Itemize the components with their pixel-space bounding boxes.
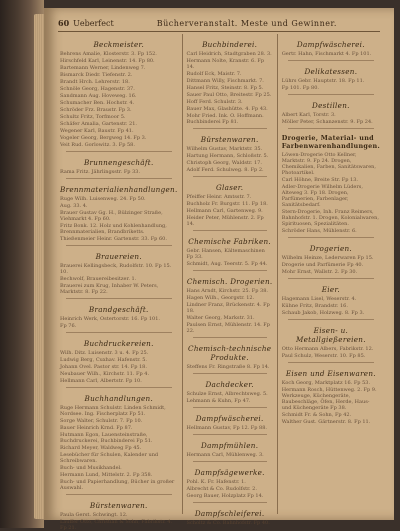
section-title: Dampfmühlen. <box>201 441 259 450</box>
section-title: Dampfwäscherei. <box>296 40 365 49</box>
directory-section <box>187 380 273 404</box>
directory-entry: Hellmann Gustav, Fp 12. Fp 88. <box>186 425 268 431</box>
section-title: Eier. <box>321 285 340 295</box>
section-divider <box>193 230 267 231</box>
header-left-label: Ueberfect <box>73 18 114 28</box>
directory-entry: Paul Schulz, Weserstr. 10. Fp 85. <box>281 353 366 360</box>
section-divider <box>193 337 267 338</box>
directory-entry: Ludwig Berg, Cuxhav. Hafenstr. 5. <box>60 357 148 363</box>
directory-entry: Bauer Heinrich Krnd. Fp 87. <box>60 425 133 431</box>
section-divider <box>66 494 172 495</box>
directory-entry: Albert Karl, Torstr. 3. <box>281 112 336 118</box>
directory-section <box>282 40 380 57</box>
section-divider <box>66 298 172 299</box>
directory-entry: Albrecht & Co. Rudolfstr. 2. <box>186 486 257 492</box>
directory-entry: Lesebücher für Schulen, Kalender und Schreibwaren. <box>60 452 159 464</box>
directory-entry: Hartung Hermann, Schloßstr. 5. <box>186 153 269 159</box>
directory-entry: Carl Höhne, Breite Str. Fp 13. <box>281 177 358 184</box>
directory-section <box>282 135 380 234</box>
directory-entry: Mohr Ernst, Wallstr. 2. Fp 30. <box>281 269 358 276</box>
directory-entry: Kühne Fritz, Brandstr. 16. <box>281 303 348 310</box>
directory-entry: Hermann Lund, Mittelstr. 2. Fp 358. <box>60 472 153 478</box>
directory-entry: Richard Meyer, Waldweg Fp 45. <box>60 445 142 451</box>
page-number: 60 <box>58 18 70 28</box>
directory-section <box>187 40 273 125</box>
directory-entry: Schröder Frz. Braustr. Fp 3. <box>60 107 132 113</box>
section-divider <box>288 278 374 279</box>
directory-section <box>187 135 273 173</box>
section-title: Dampfwäscherei. <box>195 414 264 423</box>
directory-section <box>60 40 178 148</box>
directory-entry: Buchholz Fr. Burgstr. 11. Fp 18. <box>186 201 268 207</box>
directory-entry: Möller Peter, Schanzenstr. 9. Fp 24. <box>281 119 373 125</box>
directory-entry: Gertr. Hahn, Fischmarkt 4. Fp 101. <box>281 51 372 57</box>
section-title: Delikatessen. <box>304 67 358 76</box>
directory-entry: Hirschfeld Karl, Leinenstr. 14. Fp 80. <box>60 58 155 64</box>
directory-section <box>282 244 380 275</box>
directory-section <box>282 101 380 125</box>
directory-columns <box>56 34 384 531</box>
directory-entry: Fritz Bonk. 12. Holz und Kohlenhandlung, Brennmaterialien, Brandbriketts. <box>60 223 167 235</box>
section-title: Buchhandlungen. <box>84 394 154 403</box>
section-divider <box>193 461 267 462</box>
directory-entry: Hagen Wilh., Georgstr. 12. <box>186 295 255 301</box>
directory-entry: Brauerei zum Krug, Inhaber W. Peters, Marktstr. 8. Fp 22. <box>60 283 159 295</box>
section-divider <box>193 502 267 503</box>
page-title: Bücherveranstalt. Meste und Gewinner. <box>156 18 337 28</box>
section-title: Brennmaterialienhandlungen. <box>60 185 178 194</box>
section-divider <box>66 245 172 246</box>
section-divider <box>193 407 267 408</box>
directory-entry: Schäfer Amalia, Gartenstr. 21. <box>60 121 138 127</box>
book-page <box>44 8 394 531</box>
section-title: Eisen- u. Metallgießereien. <box>295 326 366 345</box>
directory-entry: Wegener Karl, Baustr. Fp 41. <box>60 128 134 134</box>
directory-entry: Brandt Hrch. Lehrerstr. 18. <box>60 79 130 85</box>
section-title: Buchbinderei. <box>202 40 258 49</box>
directory-entry: Walter Georg, Markstr. 31. <box>186 315 255 321</box>
directory-entry: Ruge Hermann Schulstr. Linden Schmidt, Nordsee. Ing. Fischerplatz Fp 51. <box>60 405 166 417</box>
directory-entry: Hellmann Carl, Albertstr. Fp 10. <box>60 378 142 384</box>
section-divider <box>193 128 267 129</box>
directory-entry: Gebr. Hansen, Kältemaschinen Fp 33. <box>186 248 265 260</box>
directory-entry: Hansel Fritz, Steinstr. 8. Fp 5. <box>186 85 264 91</box>
directory-entry: Schulze Ernst, Albrechtsweg. 5. <box>186 391 268 397</box>
section-title: Brauereien. <box>95 252 142 261</box>
directory-entry: Wilh. Ditz. Luisenstr. 3 u. 4. Fp 25. <box>60 350 149 356</box>
directory-entry: Hermann Carl, Mühlenweg. 3. <box>186 452 264 458</box>
directory-entry: Lauffer Otto, Christian & Sohn, Fabrikstr. 4. Fp 21. <box>60 519 173 531</box>
section-title: Chemische Fabriken. <box>188 237 272 246</box>
directory-entry: Buch- und Papierhandlung, Bücher in großer Auswahl. <box>60 479 175 491</box>
directory-entry: Heinrich Werk, Ostertorstr. 16. Fp 101. <box>60 316 160 322</box>
section-title: Eisen und Eisenwaren. <box>285 369 376 379</box>
directory-section <box>60 339 178 384</box>
directory-entry: Bechwolf, Brauereibesitzer. 1. <box>60 276 137 282</box>
directory-entry: Schmidt Fr. & Sohn, Fp 42. <box>281 412 352 419</box>
directory-section <box>187 237 273 267</box>
section-title: Bürstenwaren. <box>89 501 148 510</box>
directory-entry: Schröder Hans, Mühlenstr. 6. <box>281 228 357 235</box>
directory-section <box>60 252 178 295</box>
directory-entry: Johann Ovel. Pastor str. 14. Fp 18. <box>60 364 147 370</box>
directory-entry: Rudolf Eck, Maistr. 7. <box>186 71 242 77</box>
directory-section <box>187 344 273 370</box>
directory-entry: Scholtz & Co. Bahnhofstr. Fp 40. <box>186 520 270 526</box>
directory-entry: Dittmann Willy, Fischmarkt. 7. <box>186 78 264 84</box>
directory-entry: Vogeler Georg, Bergweg 14. Fp 3. <box>60 135 147 141</box>
directory-entry: Schnöle Georg, Hagenstr. 37. <box>60 86 135 92</box>
directory-entry: Fp 101. Fp 80. <box>281 85 319 91</box>
section-divider <box>66 151 172 152</box>
directory-section <box>282 369 380 425</box>
section-title: Drogerien. <box>309 244 353 254</box>
section-title: Brunnengeschäft. <box>83 158 154 167</box>
section-divider <box>288 128 374 129</box>
section-title: Drogerie, Material- und Farbenwarenhandlungen. <box>281 134 381 150</box>
directory-entry: Brauer Gustav Gg. H., Bülzinger Straße, Viehmarkt 4. Fp 60. <box>60 210 163 222</box>
directory-entry: Lehmann & Kuhn, Fp 47. <box>186 398 251 404</box>
section-title: Destillen. <box>312 101 350 110</box>
directory-entry: Adolf Ferd. Schulweg. 8. Fp 2. <box>186 167 264 173</box>
directory-section <box>187 414 273 431</box>
directory-entry: Schultz Fritz, Torfmoor 5. <box>60 114 126 120</box>
directory-entry: Schaub Jakob, Holzweg. 8. Fp 3. <box>281 310 365 317</box>
directory-entry: Sauer Paul Otto, Breitestr. Fp 25. <box>186 92 272 98</box>
directory-entry: Schumacher Ben. Hochstr. 4. <box>60 100 135 106</box>
directory-entry: Hermann Nolte, Kranstr. 6. Fp 14. <box>186 58 265 70</box>
directory-entry: Thießenmeier Heinr. Gartenstr. 33. Fp 60. <box>60 236 167 242</box>
section-divider <box>193 270 267 271</box>
directory-section <box>60 501 178 531</box>
directory-entry: Pfeiffer Heinr. Amtsstr. 7. <box>186 194 252 200</box>
section-divider <box>193 434 267 435</box>
directory-entry: Rama Fritz. Jährlingsstr. Fp 33. <box>60 169 141 175</box>
directory-entry: Hoff Ferd. Schulstr. 3. <box>186 99 243 105</box>
directory-entry: Hagemann Lisel, Weserstr. 4. <box>281 296 357 303</box>
directory-entry: Neubauer Wilh., Kirchstr. 11. Fp 4. <box>60 371 150 377</box>
directory-entry: Hutmann Egon, Lauensteinstraße, Buchdruckerei, Buchbinderei Fp 51. <box>60 432 153 444</box>
directory-entry: Hermann Rosch, Hüttenweg. 2. Fp 9. Werkzeuge, Küchengeräte, Baubeschläge, Öfen, Herde, Haus- und Küchengeräte Fp 38. <box>281 387 377 412</box>
directory-section <box>60 185 178 242</box>
section-divider <box>288 319 374 320</box>
directory-entry: Stern-Drogerie, Inh. Franz Reimers, Bahnhofstr. 1. Drogen, Kolonialwaren, Spirituosen, Spezialitäten. <box>281 209 379 228</box>
directory-entry: Carl Heidrich, Stadtgraben 28. 3. <box>186 51 272 57</box>
column-right <box>278 34 384 514</box>
directory-entry: Adler-Drogerie Wilhelm Lüders, Alteweg 3. Fp 18. Drogen, Parfümerien, Farbenlager, Sanitätsbedarf. <box>281 184 363 209</box>
header-rule <box>58 31 380 32</box>
directory-entry: Sorge Walter, Schulstr. 7. Fp 10. <box>60 418 143 424</box>
section-title: Buchdruckereien. <box>83 339 154 348</box>
directory-entry: Brauerei Kellingsbeck, Rudolfstr. 10. Fp 15. 10. <box>60 263 172 275</box>
directory-entry: Löwen-Drogerie Otto Kellner, Marktstr. 9. Fp 24. Drogen, Chemikalien, Farben, Sanitätswaren, Photoartikel. <box>281 152 376 177</box>
directory-entry: Aug. 33. 4. <box>60 203 88 209</box>
directory-entry: Behrens Amalie, Klosterstr. 3. Fp 152. <box>60 51 157 57</box>
directory-entry: Bartemann Werner, Lindenweg 7. <box>60 65 146 71</box>
directory-section <box>187 509 273 526</box>
directory-section <box>60 158 178 175</box>
directory-section <box>282 326 380 359</box>
section-divider <box>66 332 172 333</box>
section-title: Bürstenwaren. <box>200 135 259 144</box>
directory-entry: Heider Peter, Mühlenstr. 2. Fp 14. <box>186 215 264 227</box>
directory-entry: Bismarck Diedr. Tiefenstr. 2. <box>60 72 133 78</box>
section-divider <box>288 237 374 238</box>
directory-entry: Hans Arndt, Kirchstr. 25. Fp 38. <box>186 288 268 294</box>
section-title: Beckmeister. <box>93 40 145 49</box>
directory-entry: Ruge Wilh. Luisenweg. 24. Fp 50. <box>60 196 146 202</box>
page-header <box>58 16 380 30</box>
directory-entry: Koch Georg, Marktplatz 16. Fp 53. <box>281 380 371 387</box>
directory-entry: Pohl. K. Fr. Hafenstr. 1. <box>186 479 246 485</box>
directory-entry: Lührs Gebr. Hauptstr. 18. Fp 11. <box>281 78 365 84</box>
directory-entry: Otto Hermann Albers, Fabrikstr. 12. <box>281 346 374 353</box>
section-title: Chemisch. Drogerien. <box>186 277 273 286</box>
directory-entry: Lindner Franz, Brückenstr. 4. Fp 18. <box>186 302 270 314</box>
directory-entry: Georg Bauer, Holzplatz Fp 14. <box>186 493 264 499</box>
directory-entry: Mohr Fried. Ink. O. Hoffmann. Buchbinderei Fp 81. <box>186 113 264 125</box>
section-title: Chemisch-technische Produkte. <box>188 344 272 362</box>
directory-entry: Bauer Max, Glashütte. 4. Fp 43. <box>186 106 268 112</box>
section-title: Dampfsägewerke. <box>194 468 265 477</box>
directory-entry: Veit Rud. Gorlowitz. 3. Fp 58. <box>60 142 135 148</box>
directory-section <box>187 468 273 499</box>
directory-section <box>60 305 178 329</box>
directory-section <box>282 67 380 91</box>
directory-entry: Paulsen Ernst, Mühlenstr. 14. Fp 22. <box>186 322 270 334</box>
section-title: Dachdecker. <box>205 380 254 389</box>
section-title: Glaser. <box>216 183 244 192</box>
directory-entry: Schmidt, Aug. Teerstr. 5. Fp 44. <box>186 261 268 267</box>
column-middle <box>183 34 278 526</box>
directory-entry: Steffens Fr. Ringstraße 8. Fp 14. <box>186 364 270 370</box>
directory-entry: Hellmann Carl, Gartenweg. 9. <box>186 208 263 214</box>
column-left <box>56 34 183 531</box>
section-divider <box>193 176 267 177</box>
directory-entry: Wilhelm Heinze, Lederwaren Fp 15. <box>281 255 374 262</box>
section-title: Brandgeschäft. <box>88 305 149 314</box>
directory-section <box>187 277 273 334</box>
directory-section <box>60 394 178 491</box>
directory-entry: Walther Gust. Gärtnerstr. 8. Fp 11. <box>281 419 371 426</box>
directory-entry: Buch- und Musikhandel. <box>60 465 122 471</box>
section-divider <box>66 387 172 388</box>
section-divider <box>66 178 172 179</box>
directory-section <box>282 285 380 316</box>
directory-section <box>187 183 273 227</box>
directory-entry: Drogerie und Parfümerie Fp 40. <box>281 262 364 269</box>
directory-section <box>187 441 273 458</box>
directory-entry: Fp 76. <box>60 323 77 329</box>
section-title: Dampfschleiferei. <box>194 509 265 518</box>
directory-entry: Wilhelm Gustav, Marktstr. 35. <box>186 146 263 152</box>
section-divider <box>288 60 374 61</box>
directory-entry: Christoph Georg, Waldstr. 17. <box>186 160 262 166</box>
section-divider <box>288 362 374 363</box>
section-divider <box>193 373 267 374</box>
section-divider <box>288 94 374 95</box>
directory-entry: Sandmann Aug. Hoveweg. 16. <box>60 93 137 99</box>
directory-entry: Paula Gerst. Schwingt. 12. <box>60 512 128 518</box>
